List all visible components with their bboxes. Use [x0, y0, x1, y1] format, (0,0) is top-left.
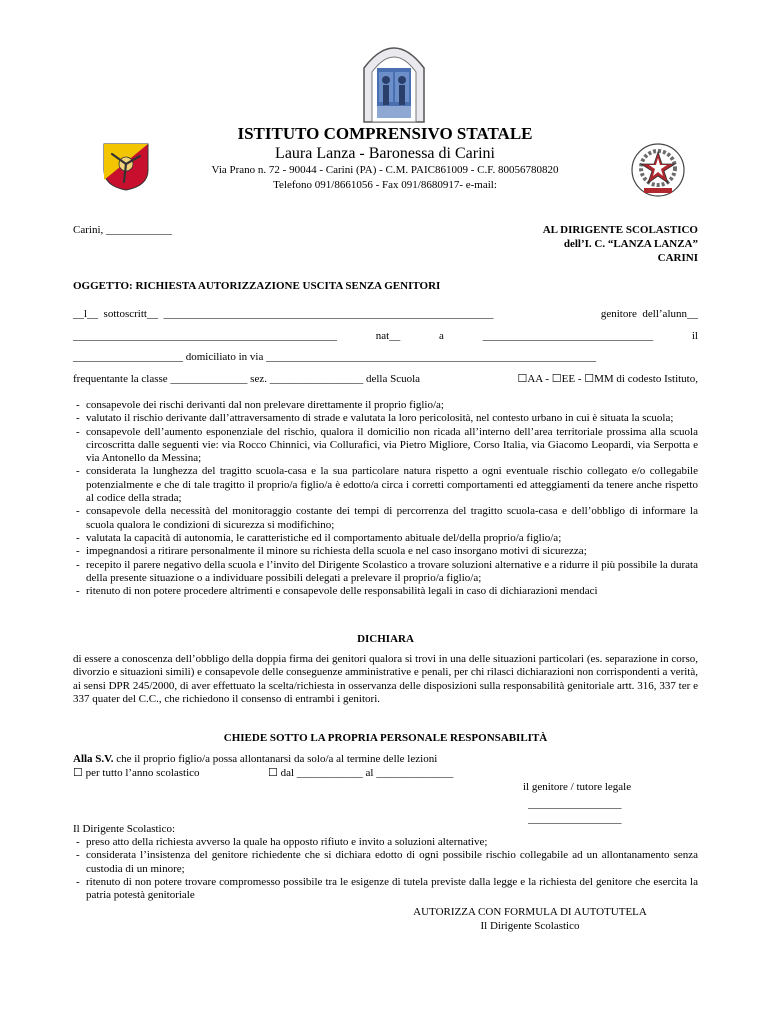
form-line-2: [73, 329, 698, 343]
principal-label: Il Dirigente Scolastico:: [73, 823, 176, 835]
form-line-4: [73, 372, 698, 386]
request-intro: [73, 752, 437, 766]
principal-list: [73, 836, 698, 902]
list-item: - recepito il parere negativo della scuola e l’invito del Dirigente Scolastico a trovare soluzioni alternative e a ridurre il più possibile la durata della presente situazione o a individuare possibili delegati a prelevare il proprio/a figlio/a;: [73, 559, 698, 586]
list-item: - considerata l’insistenza del genitore richiedente che si dichiara edotto di ogni possibile rischio collegabile ad un allontanamento senza custodia di un minore;: [73, 849, 698, 876]
institute-name: ISTITUTO COMPRENSIVO STATALE: [237, 124, 533, 143]
recipient-line3: CARINI: [657, 252, 698, 264]
list-item: - valutato il rischio derivante dall’attraversamento di strade e valutata la loro pericolosità, nel contesto urbano in cui è situata la scuola;: [73, 412, 698, 425]
declares-text: di essere a conoscenza dell’obbligo della doppia firma dei genitori qualora si trovi in una delle situazioni particolari (es. separazione in corso, divorzio e situazioni simili) e consapevole delle conseguenze amministrative e penali, per chi rilasci dichiarazioni non corrispondenti a verità, ai sensi DPR 245/2000, di aver effettuato la scelta/richiesta in osservanza delle disposizioni sulla responsabilità genitoriale artt. 316, 337 ter e 337 quater del C.C., che richiedono il consenso di entrambi i genitori.: [73, 653, 698, 706]
institute-address: Via Prano n. 72 - 90044 - Carini (PA) - C.M. PAIC861009 - C.F. 80056780820: [211, 164, 559, 176]
recipient-line2: dell’I. C. “LANZA LANZA”: [563, 238, 698, 250]
parent-name-field[interactable]: __l__ sottoscritt__ ____________________________________________________________: [73, 308, 494, 320]
list-item: - impegnandosi a ritirare personalmente il minore su richiesta della scuola e nel caso insorgano motivi di sicurezza;: [73, 545, 698, 558]
institute-phone: Telefono 091/8661056 - Fax 091/8680917- e-mail:: [273, 179, 497, 191]
option-whole-year-checkbox[interactable]: ☐ per tutto l’anno scolastico: [73, 767, 200, 779]
institute-subtitle: Laura Lanza - Baronessa di Carini: [275, 145, 495, 162]
birthdate-label: il: [691, 330, 698, 342]
list-item: - valutata la capacità di autonomia, le caratteristiche ed il comportamento abituale del/della proprio/a figlio/a;: [73, 532, 698, 545]
request-intro-bold: Alla S.V.: [73, 753, 114, 765]
school-type-checkboxes[interactable]: ☐AA - ☐EE - ☐MM di codesto Istituto,: [517, 373, 698, 385]
signature-label: il genitore / tutore legale: [523, 781, 632, 793]
request-intro-text: che il proprio figlio/a possa allontanarsi da solo/a al termine delle lezioni: [113, 753, 438, 765]
born-label: nat__: [375, 330, 401, 342]
request-heading: CHIEDE SOTTO LA PROPRIA PERSONALE RESPONSABILITÀ: [223, 732, 548, 744]
birthplace-field[interactable]: _______________________________: [482, 330, 654, 342]
list-item: - consapevole dei rischi derivanti dal non prelevare direttamente il proprio figlio/a;: [73, 399, 698, 412]
address-field[interactable]: ____________________ domiciliato in via ____________________________________________________________: [73, 351, 597, 363]
form-line-1: [73, 307, 698, 321]
list-item: - consapevole della necessità del monitoraggio costante dei tempi di percorrenza del tragitto scuola-casa e dell’obbligo di informare la scuola qualora le condizioni di sicurezza si modifichino;: [73, 505, 698, 532]
school-building-icon: [358, 38, 430, 124]
place-date: Carini, ____________: [73, 224, 172, 236]
option-date-range-checkbox[interactable]: ☐ dal ____________ al ______________: [268, 767, 454, 779]
born-in-label: a: [438, 330, 444, 342]
recipient-line1: AL DIRIGENTE SCOLASTICO: [542, 224, 698, 236]
student-name-field[interactable]: ________________________________________________: [73, 330, 337, 342]
list-item: - ritenuto di non potere procedere altrimenti e consapevole delle responsabilità legali in caso di dichiarazioni mendaci: [73, 585, 698, 598]
parent-of-label: genitore dell’alunn__: [600, 308, 698, 320]
list-item: - preso atto della richiesta avverso la quale ha opposto rifiuto e invito a soluzioni alternative;: [73, 836, 698, 849]
authorizes-text: AUTORIZZA CON FORMULA DI AUTOTUTELA: [413, 906, 647, 918]
class-section-field[interactable]: frequentante la classe ______________ sez. _________________ della Scuola: [73, 373, 421, 385]
subject: OGGETTO: RICHIESTA AUTORIZZAZIONE USCITA SENZA GENITORI: [73, 280, 441, 292]
principal-signature: Il Dirigente Scolastico: [480, 920, 580, 932]
signature-line-1[interactable]: _________________: [528, 798, 622, 810]
declares-heading: DICHIARA: [357, 633, 414, 645]
signature-line-2[interactable]: _________________: [528, 813, 622, 825]
list-item: - ritenuto di non potere trovare compromesso possibile tra le esigenze di tutela previste dalla legge e la richiesta del genitore che esercita la patria potestà genitoriale: [73, 876, 698, 903]
considerations-list: [73, 399, 698, 598]
list-item: - considerata la lunghezza del tragitto scuola-casa e la sua particolare natura rispetto a ogni eventuale rischio collegato e/o collegabile potenzialmente e che di tale tragitto il proprio/a figlio/a è edotto/a circa i corretti comportamenti ed atteggiamenti da tenere anche rispetto al codice della strada;: [73, 465, 698, 505]
list-item: - consapevole dell’aumento esponenziale del rischio, qualora il domicilio non ricada all’interno dell’area territoriale prossima alla scuola circoscritta dalle seguenti vie: via Rocco Chinnici, via Collurafici, via Pietro Migliore, Corso Italia, via Giacomo Leopardi, via Serpotta e via Antonello da Messina;: [73, 426, 698, 466]
